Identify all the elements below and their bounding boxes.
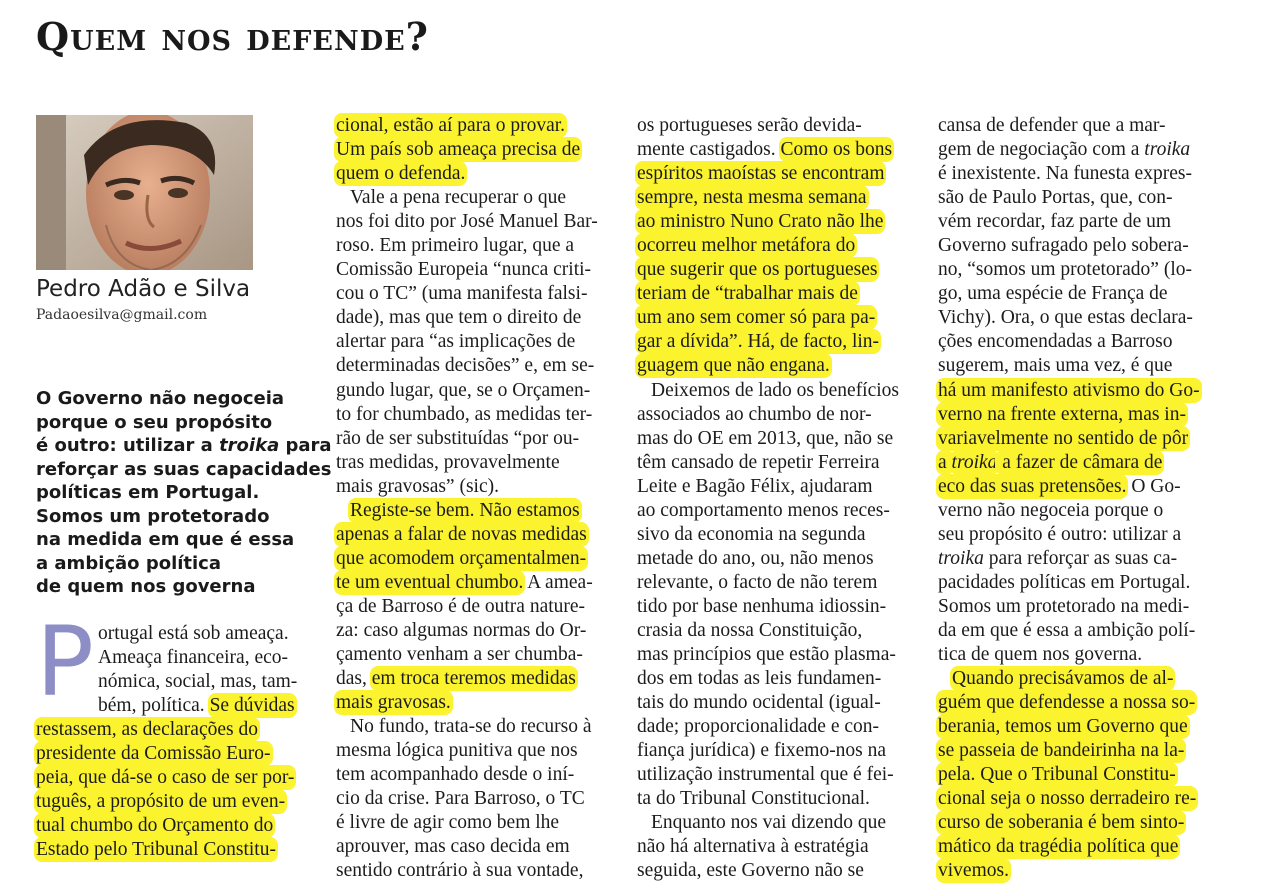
text-line: [637, 186, 899, 210]
text-line: [938, 403, 1200, 427]
text-line: [637, 138, 899, 162]
text-span: é inexistente. Na funesta expres-: [938, 163, 1192, 185]
text-span: ao comportamento menos reces-: [637, 499, 890, 521]
text-line: [637, 859, 899, 883]
text-line: [336, 451, 598, 475]
text-line: [637, 162, 899, 186]
text-line: [938, 715, 1200, 739]
pullquote-line: reforçar as suas capacidades: [36, 458, 332, 480]
text-line: [637, 571, 899, 595]
highlighted-text: mático da tragédia política que: [938, 836, 1179, 858]
text-line: [336, 114, 598, 138]
headline: Quem nos defende?: [36, 14, 429, 59]
text-span: Somos um protetorado na medi-: [938, 595, 1190, 617]
text-line: [637, 715, 899, 739]
text-line: [336, 403, 598, 427]
text-line: [336, 379, 598, 403]
text-span: da em que é essa a ambição polí-: [938, 619, 1196, 641]
pullquote-line: é outro: utilizar a troika para: [36, 435, 332, 456]
text-line: [938, 859, 1200, 883]
text-span: to for chumbado, as medidas ter-: [336, 403, 593, 425]
text-line: [336, 547, 598, 571]
text-span: gem de negociação com a: [938, 139, 1145, 161]
highlighted-text: mais gravosas.: [336, 692, 451, 714]
highlighted-text: que sugerir que os portugueses: [637, 259, 878, 281]
text-line: [637, 403, 899, 427]
text-span: nos foi dito por José Manuel Bar-: [336, 211, 598, 233]
column-3: [637, 114, 899, 884]
text-span: tais do mundo ocidental (igual-: [637, 692, 881, 714]
text-line: [938, 427, 1200, 451]
text-span: têm cansado de repetir Ferreira: [637, 451, 880, 473]
author-name: Pedro Adão e Silva: [36, 276, 251, 302]
text-line: [336, 330, 598, 354]
text-span: cou o TC” (uma manifesta falsi-: [336, 283, 588, 305]
highlighted-text: um ano sem comer só para pa-: [637, 307, 876, 329]
text-span: Deixemos de lado os benefícios: [651, 379, 900, 401]
text-span: Enquanto nos vai dizendo que: [651, 812, 887, 834]
text-span: Vichy). Ora, o que estas declara-: [938, 307, 1193, 329]
pullquote-line: na medida em que é essa: [36, 529, 295, 550]
text-line: [938, 282, 1200, 306]
highlighted-text: guagem que não engana.: [637, 355, 830, 377]
text-line: [938, 210, 1200, 234]
text-line: [336, 258, 598, 282]
text-line: [36, 694, 297, 718]
highlighted-text: espíritos maoístas se encontram: [637, 163, 885, 185]
highlighted-text: peia, que dá-se o caso de ser por-: [36, 767, 295, 789]
highlighted-text: cional, estão aí para o provar.: [336, 115, 566, 136]
text-span: nómica, social, mas, tam-: [98, 671, 298, 693]
text-span: ça de Barroso é de outra nature-: [336, 595, 586, 617]
text-line: [938, 523, 1200, 547]
text-line: [336, 715, 598, 739]
text-span: troika: [938, 547, 984, 569]
text-span: mas do OE em 2013, que, não se: [637, 427, 894, 449]
highlighted-text: tuguês, a propósito de um even-: [36, 791, 286, 813]
text-line: [938, 138, 1200, 162]
text-line: [637, 499, 899, 523]
highlighted-text: eco das suas pretensões.: [938, 475, 1127, 497]
pullquote-line: a ambição política: [36, 552, 222, 574]
text-line: [36, 646, 297, 670]
highlighted-text: apenas a falar de novas medidas: [336, 523, 587, 545]
text-line: [336, 787, 598, 811]
text-span: roso. Em primeiro lugar, que a: [336, 235, 575, 257]
text-span: mesma lógica punitiva que nos: [336, 740, 578, 762]
text-span: mas princípios que estão plasma-: [637, 644, 896, 666]
text-span: é livre de agir como bem lhe: [336, 812, 560, 834]
pullquote: [36, 387, 332, 599]
text-line: [336, 739, 598, 763]
text-line: [637, 330, 899, 354]
text-line: [36, 838, 297, 862]
text-line: [637, 475, 899, 499]
highlighted-text: Se dúvidas: [209, 695, 295, 717]
text-line: [938, 114, 1200, 138]
highlighted-text: Como os bons: [780, 139, 893, 161]
text-span: rão de ser substituídas “por ou-: [336, 427, 580, 449]
text-line: [637, 282, 899, 306]
text-span: mais gravosas” (sic).: [336, 475, 499, 497]
text-line: [637, 258, 899, 282]
column-4: [938, 114, 1200, 884]
text-line: [938, 547, 1200, 571]
text-line: [36, 814, 297, 838]
text-span: fiança jurídica) e fixemo-nos na: [637, 740, 887, 762]
text-span: Ameaça financeira, eco-: [98, 647, 288, 669]
highlighted-text: presidente da Comissão Euro-: [36, 743, 271, 765]
text-line: [637, 595, 899, 619]
text-span: para reforçar as suas ca-: [983, 547, 1178, 569]
text-span: ortugal está sob ameaça.: [98, 623, 289, 644]
author-photo: [36, 115, 253, 270]
text-span: Vale a pena recuperar o que: [350, 187, 566, 209]
text-line: [336, 643, 598, 667]
text-line: [938, 354, 1200, 378]
text-line: [938, 499, 1200, 523]
text-line: [36, 718, 297, 742]
text-span: troika: [1144, 139, 1191, 161]
highlighted-text: há um manifesto ativismo do Go-: [938, 379, 1200, 401]
text-span: tido por base nenhuma idiossin-: [637, 595, 887, 617]
text-span: crasia da nossa Constituição,: [637, 619, 863, 641]
text-span: go, uma espécie de França de: [938, 283, 1168, 305]
text-line: [637, 427, 899, 451]
text-line: [36, 670, 297, 694]
text-span: Comissão Europeia “nunca criti-: [336, 259, 592, 281]
highlighted-text: Quando precisávamos de al-: [952, 668, 1174, 690]
highlighted-text: quem o defenda.: [336, 163, 466, 185]
text-span: ções encomendadas a Barroso: [938, 331, 1173, 353]
pullquote-line: políticas em Portugal.: [36, 482, 260, 503]
text-line: [36, 622, 297, 646]
text-line: [637, 835, 899, 859]
text-line: [336, 138, 598, 162]
text-line: [336, 691, 598, 715]
author-portrait-image: [36, 115, 253, 270]
text-span: verno não negoceia porque o: [938, 499, 1164, 521]
text-span: pacidades políticas em Portugal.: [938, 571, 1191, 593]
text-line: [637, 306, 899, 330]
text-line: [938, 475, 1200, 499]
highlighted-text: cional seja o nosso derradeiro re-: [938, 788, 1197, 810]
text-span: za: caso algumas normas do Or-: [336, 619, 587, 641]
text-line: [637, 811, 899, 835]
text-line: [637, 210, 899, 234]
text-line: [938, 379, 1200, 403]
text-line: [637, 114, 899, 138]
text-line: [336, 282, 598, 306]
text-line: [938, 595, 1200, 619]
text-line: [637, 451, 899, 475]
text-line: [938, 667, 1200, 691]
text-line: [637, 739, 899, 763]
text-span: são de Paulo Portas, que, con-: [938, 187, 1173, 209]
text-span: das,: [336, 668, 372, 690]
highlighted-text: Estado pelo Tribunal Constitu-: [36, 839, 276, 861]
highlighted-text: variavelmente no sentido de pôr: [938, 427, 1189, 449]
text-line: [36, 742, 297, 766]
text-span: tica de quem nos governa.: [938, 644, 1143, 666]
text-span: ta do Tribunal Constitucional.: [637, 788, 870, 810]
text-line: [336, 210, 598, 234]
text-line: [637, 787, 899, 811]
highlighted-text: guém que defendesse a nossa so-: [938, 692, 1196, 714]
text-span: dos em todas as leis fundamen-: [637, 668, 882, 690]
highlighted-text: que acomodem orçamentalmen-: [336, 547, 587, 569]
text-span: sentido contrário à sua vontade,: [336, 860, 584, 882]
text-line: [637, 667, 899, 691]
pullquote-line: de quem nos governa: [36, 576, 256, 597]
text-line: [938, 186, 1200, 210]
text-line: [938, 162, 1200, 186]
text-span: aprouver, mas caso decida em: [336, 836, 570, 858]
text-line: [336, 475, 598, 499]
highlighted-text: Registe-se bem. Não estamos: [350, 499, 580, 521]
text-span: no, “somos um protetorado” (lo-: [938, 259, 1192, 281]
text-line: [336, 835, 598, 859]
text-line: [938, 835, 1200, 859]
text-line: [36, 790, 297, 814]
text-span: dade; proporcionalidade e con-: [637, 716, 880, 738]
text-span: bém, política.: [98, 695, 210, 717]
text-line: [336, 499, 598, 523]
highlighted-text: te um eventual chumbo.: [336, 571, 524, 593]
text-line: [938, 330, 1200, 354]
text-span: tras medidas, provavelmente: [336, 451, 560, 473]
text-span: utilização instrumental que é fei-: [637, 764, 894, 786]
highlighted-text: Um país sob ameaça precisa de: [336, 139, 581, 161]
text-line: [938, 451, 1200, 475]
highlighted-text: se passeia de bandeirinha na la-: [938, 740, 1185, 762]
text-span: Governo sufragado pelo sobera-: [938, 235, 1189, 257]
text-line: [637, 643, 899, 667]
highlighted-text: troika: [951, 451, 998, 473]
text-span: associados ao chumbo de nor-: [637, 403, 872, 425]
highlighted-text: teriam de “trabalhar mais de: [637, 283, 858, 305]
text-line: [938, 787, 1200, 811]
text-span: metade do ano, ou, não menos: [637, 547, 874, 569]
text-line: [938, 234, 1200, 258]
highlighted-text: ao ministro Nuno Crato não lhe: [637, 211, 884, 233]
text-span: vém recordar, faz parte de um: [938, 211, 1172, 233]
text-line: [336, 571, 598, 595]
text-span: cansa de defender que a mar-: [938, 115, 1166, 136]
text-line: [938, 571, 1200, 595]
text-span: cio da crise. Para Barroso, o TC: [336, 788, 585, 810]
highlighted-text: pela. Que o Tribunal Constitu-: [938, 764, 1176, 786]
drop-cap: P: [36, 606, 94, 718]
text-span: gundo lugar, que, se o Orçamen-: [336, 379, 591, 401]
text-span: alertar para “as implicações de: [336, 331, 576, 353]
text-line: [938, 643, 1200, 667]
text-line: [938, 619, 1200, 643]
text-span: seguida, este Governo não se: [637, 860, 864, 882]
author-email: Padaoesilva@gmail.com: [36, 307, 208, 323]
text-span: não há alternativa à estratégia: [637, 836, 869, 858]
column-2: [336, 114, 598, 884]
text-span: mente castigados.: [637, 139, 781, 161]
highlighted-text: sempre, nesta mesma semana: [637, 187, 867, 209]
text-span: No fundo, trata-se do recurso à: [350, 716, 592, 738]
column-1: [36, 606, 298, 862]
text-line: [637, 547, 899, 571]
text-span: tem acompanhado desde o iní-: [336, 764, 575, 786]
text-span: A amea-: [523, 571, 593, 593]
text-span: os portugueses serão devida-: [637, 115, 862, 136]
text-line: [637, 234, 899, 258]
text-span: determinadas decisões” e, em se-: [336, 355, 595, 377]
highlighted-text: berania, temos um Governo que: [938, 716, 1188, 738]
text-span: sivo da economia na segunda: [637, 523, 866, 545]
highlighted-text: tual chumbo do Orçamento do: [36, 815, 274, 837]
text-line: [336, 186, 598, 210]
text-line: [336, 811, 598, 835]
text-line: [637, 619, 899, 643]
text-line: [938, 691, 1200, 715]
text-span: dade), mas que tem o direito de: [336, 307, 582, 329]
text-line: [637, 354, 899, 378]
text-line: [36, 766, 297, 790]
text-line: [938, 258, 1200, 282]
text-line: [938, 763, 1200, 787]
text-line: [336, 859, 598, 883]
highlighted-text: verno na frente externa, mas in-: [938, 403, 1186, 425]
text-line: [938, 306, 1200, 330]
text-line: [938, 811, 1200, 835]
text-line: [336, 595, 598, 619]
pullquote-line: porque o seu propósito: [36, 411, 273, 433]
text-line: [336, 667, 598, 691]
text-span: O Go-: [1126, 475, 1181, 497]
text-span: relevante, o facto de não terem: [637, 571, 878, 593]
pullquote-line: Somos um protetorado: [36, 505, 270, 527]
text-span: çamento venham a ser chumba-: [336, 644, 583, 666]
highlighted-text: ocorreu melhor metáfora do: [637, 235, 856, 257]
text-line: [336, 427, 598, 451]
highlighted-text: restassem, as declarações do: [36, 719, 258, 741]
text-line: [336, 354, 598, 378]
text-line: [938, 739, 1200, 763]
highlighted-text: a: [938, 451, 952, 473]
text-line: [637, 523, 899, 547]
text-line: [336, 523, 598, 547]
pullquote-line: O Governo não negoceia: [36, 388, 285, 409]
text-line: [336, 619, 598, 643]
text-line: [336, 306, 598, 330]
highlighted-text: gar a dívida”. Há, de facto, lin-: [637, 331, 880, 353]
text-line: [336, 763, 598, 787]
highlighted-text: vivemos.: [938, 860, 1009, 882]
highlighted-text: curso de soberania é bem sinto-: [938, 812, 1185, 834]
text-line: [637, 379, 899, 403]
text-line: [637, 763, 899, 787]
highlighted-text: em troca teremos medidas: [371, 668, 576, 690]
text-line: [336, 234, 598, 258]
highlighted-text: a fazer de câmara de: [997, 451, 1163, 473]
text-span: sugerem, mais uma vez, é que: [938, 355, 1173, 377]
text-span: seu propósito é outro: utilizar a: [938, 523, 1182, 545]
text-span: Leite e Bagão Félix, ajudaram: [637, 475, 873, 497]
text-line: [336, 162, 598, 186]
text-line: [637, 691, 899, 715]
